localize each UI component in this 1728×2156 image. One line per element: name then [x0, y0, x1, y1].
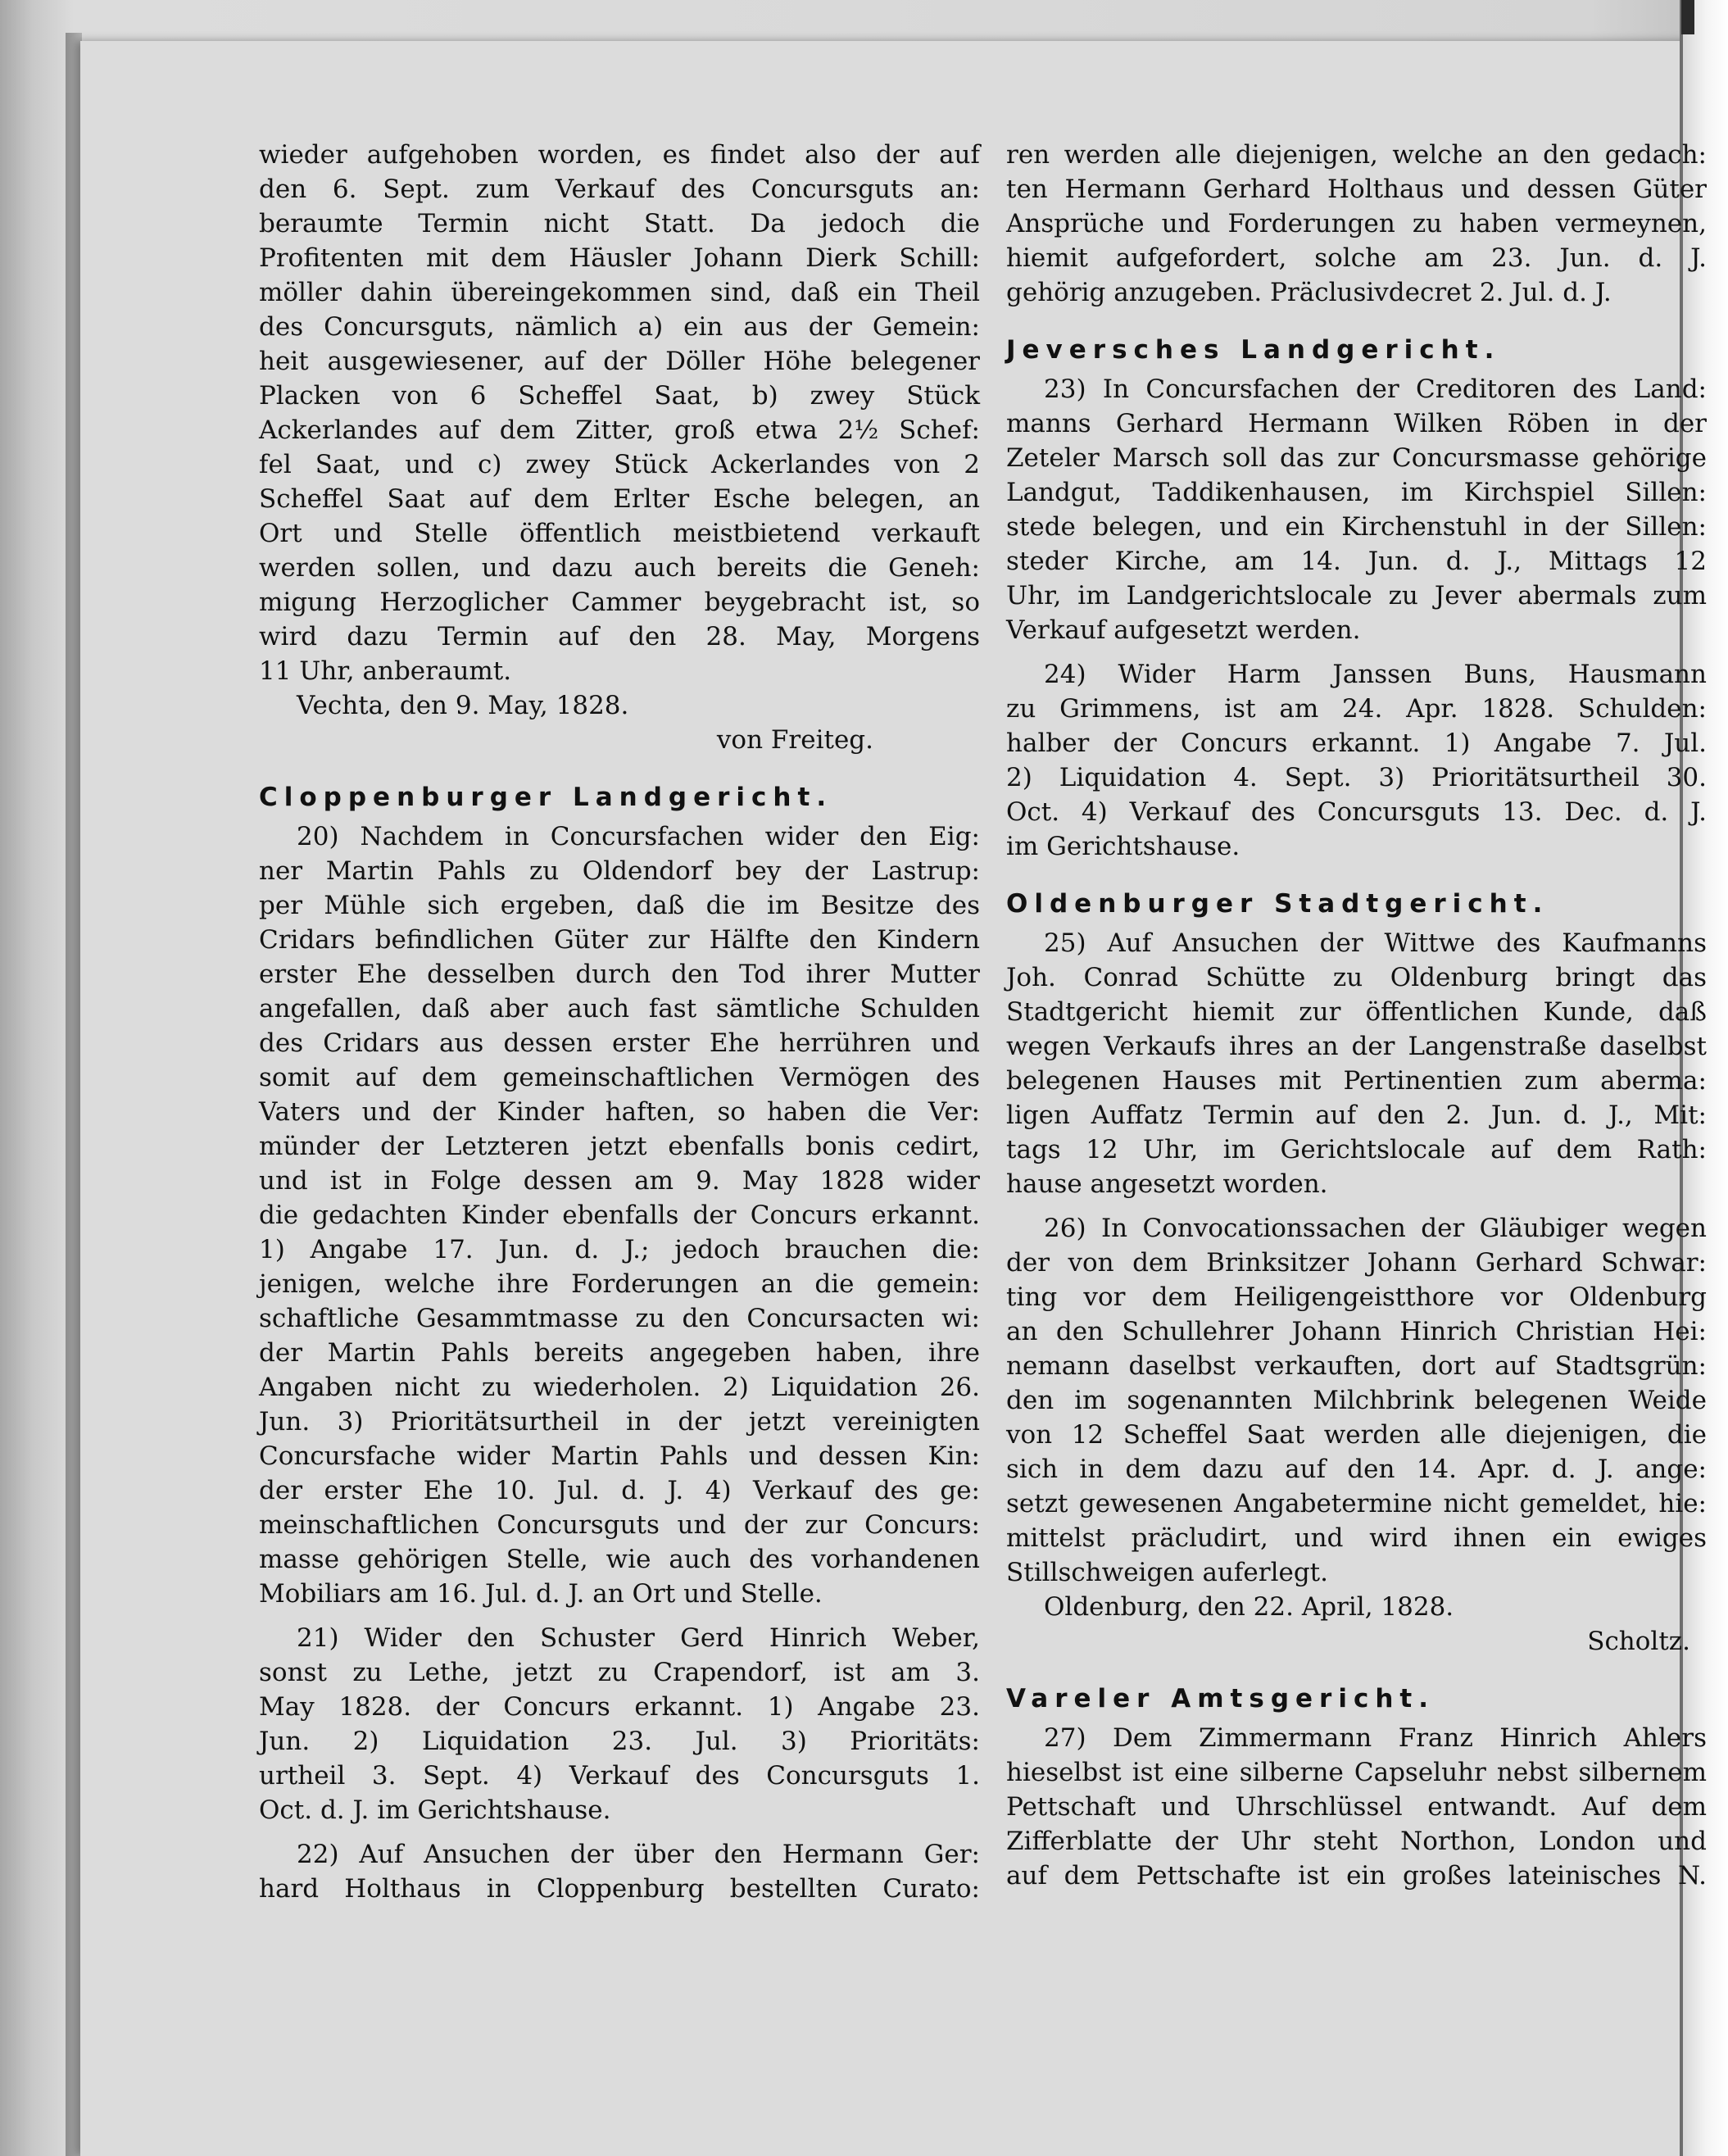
place-date-line: Oldenburg, den 22. April, 1828. — [1044, 1592, 1454, 1622]
right-column — [1006, 138, 1707, 1893]
text-line: Pettschaft und Uhrschlüssel entwandt. Auf dem — [1006, 1792, 1707, 1822]
text-line: mittelst präcludirt, und wird ihnen ein ewiges — [1006, 1523, 1707, 1553]
text-line: Jun. 2) Liquidation 23. Jul. 3) Prioritäts: — [259, 1727, 980, 1756]
text-line: Oct. d. J. im Gerichtshause. — [259, 1795, 611, 1825]
text-line: des Concursguts, nämlich a) ein aus der Gemein: — [259, 312, 980, 342]
place-date-line: Vechta, den 9. May, 1828. — [297, 691, 629, 720]
text-line: wird dazu Termin auf den 28. May, Morgens — [259, 622, 980, 651]
text-line: hard Holthaus in Cloppenburg bestellten Curato: — [259, 1874, 980, 1904]
text-line: per Mühle sich ergeben, daß die im Besitze des — [259, 891, 980, 920]
text-line: der Martin Pahls bereits angegeben haben, ihre — [259, 1338, 980, 1368]
text-line: im Gerichtshause. — [1006, 832, 1240, 861]
signature-line: Scholtz. — [1587, 1627, 1690, 1656]
text-line: Verkauf aufgesetzt werden. — [1006, 615, 1361, 645]
text-line: Joh. Conrad Schütte zu Oldenburg bringt das — [1006, 963, 1707, 992]
text-line: den im sogenannten Milchbrink belegenen Weide — [1006, 1386, 1707, 1415]
text-line: 27) Dem Zimmermann Franz Hinrich Ahlers — [1044, 1723, 1707, 1753]
book-gutter-shadow — [66, 33, 82, 2156]
text-line: werden sollen, und dazu auch bereits die Geneh: — [259, 553, 980, 583]
text-line: ten Hermann Gerhard Holthaus und dessen Güter — [1006, 175, 1707, 204]
text-line: Cridars befindlichen Güter zur Hälfte den Kindern — [259, 925, 980, 955]
text-line: 24) Wider Harm Janssen Buns, Hausmann — [1044, 660, 1707, 689]
text-line: Concursfache wider Martin Pahls und dessen Kin: — [259, 1441, 980, 1471]
text-line: ting vor dem Heiligengeistthore vor Oldenburg — [1006, 1282, 1707, 1312]
text-line: halber der Concurs erkannt. 1) Angabe 7. Jul. — [1006, 729, 1707, 758]
text-line: wieder aufgehoben worden, es findet also der auf — [259, 140, 980, 170]
text-line: münder der Letzteren jetzt ebenfalls bonis cedirt, — [259, 1132, 980, 1161]
text-line: Zifferblatte der Uhr steht Northon, London und — [1006, 1827, 1707, 1856]
text-line: ren werden alle diejenigen, welche an den gedach: — [1006, 140, 1707, 170]
text-line: 23) In Concursfachen der Creditoren des Land: — [1044, 374, 1707, 404]
text-line: meinschaftlichen Concursguts und der zur Concurs: — [259, 1510, 980, 1540]
text-line: 25) Auf Ansuchen der Wittwe des Kaufmanns — [1044, 928, 1707, 958]
text-line: Ansprüche und Forderungen zu haben vermeynen, — [1006, 209, 1707, 238]
text-line: hiemit aufgefordert, solche am 23. Jun. d. J. — [1006, 243, 1707, 273]
text-line: 22) Auf Ansuchen der über den Hermann Ger: — [297, 1840, 980, 1869]
text-line: masse gehörigen Stelle, wie auch des vorhandenen — [259, 1545, 980, 1574]
text-line: Vaters und der Kinder haften, so haben die Ver: — [259, 1097, 980, 1127]
text-line: fel Saat, und c) zwey Stück Ackerlandes von 2 — [259, 450, 980, 479]
left-column — [259, 138, 980, 1906]
text-line: stede belegen, und ein Kirchenstuhl in der Sillen: — [1006, 512, 1707, 542]
corner-mark — [1681, 0, 1694, 34]
text-line: die gedachten Kinder ebenfalls der Concurs erkannt. — [259, 1201, 980, 1230]
signature-line: von Freiteg. — [716, 725, 873, 755]
text-line: ligen Auffatz Termin auf den 2. Jun. d. J., Mit: — [1006, 1101, 1707, 1130]
text-line: auf dem Pettschafte ist ein großes lateinisches N. — [1006, 1861, 1707, 1890]
text-line: 11 Uhr, anberaumt. — [259, 656, 512, 686]
text-line: 21) Wider den Schuster Gerd Hinrich Weber, — [297, 1623, 980, 1653]
text-line: Uhr, im Landgerichtslocale zu Jever abermals zum — [1006, 581, 1707, 610]
text-line: gehörig anzugeben. Präclusivdecret 2. Jul. d. J. — [1006, 278, 1612, 307]
text-line: von 12 Scheffel Saat werden alle diejenigen, die — [1006, 1420, 1707, 1450]
text-line: ner Martin Pahls zu Oldendorf bey der Lastrup: — [259, 856, 980, 886]
text-line: des Cridars aus dessen erster Ehe herrühren und — [259, 1028, 980, 1058]
text-line: erster Ehe desselben durch den Tod ihrer Mutter — [259, 960, 980, 989]
text-line: Zeteler Marsch soll das zur Concursmasse gehörige — [1006, 443, 1707, 473]
text-line: manns Gerhard Hermann Wilken Röben in der — [1006, 409, 1707, 438]
text-line: nemann daselbst verkauften, dort auf Stadtsgrün: — [1006, 1351, 1707, 1381]
text-line: May 1828. der Concurs erkannt. 1) Angabe 23. — [259, 1692, 980, 1722]
text-line: an den Schullehrer Johann Hinrich Christian Hei: — [1006, 1317, 1707, 1346]
text-line: hieselbst ist eine silberne Capseluhr nebst silbernem — [1006, 1758, 1707, 1787]
section-heading: Cloppenburger Landgericht. — [259, 783, 833, 812]
text-line: und ist in Folge dessen am 9. May 1828 wider — [259, 1166, 980, 1196]
text-line: Mobiliars am 16. Jul. d. J. an Ort und Stelle. — [259, 1579, 823, 1609]
text-line: beraumte Termin nicht Statt. Da jedoch die — [259, 209, 980, 238]
text-line: sonst zu Lethe, jetzt zu Crapendorf, ist am 3. — [259, 1658, 980, 1687]
text-line: hause angesetzt worden. — [1006, 1169, 1328, 1199]
text-line: Placken von 6 Scheffel Saat, b) zwey Stück — [259, 381, 980, 411]
text-line: Angaben nicht zu wiederholen. 2) Liquidation 26. — [259, 1373, 980, 1402]
text-line: angefallen, daß aber auch fast sämtliche Schulden — [259, 994, 980, 1024]
text-line: den 6. Sept. zum Verkauf des Concursguts an: — [259, 175, 980, 204]
text-line: Oct. 4) Verkauf des Concursguts 13. Dec. d. J. — [1006, 797, 1707, 827]
text-line: Jun. 3) Prioritätsurtheil in der jetzt vereinigten — [259, 1407, 980, 1437]
text-line: steder Kirche, am 14. Jun. d. J., Mittags 12 — [1006, 547, 1707, 576]
text-line: 20) Nachdem in Concursfachen wider den Eig: — [297, 822, 980, 851]
text-line: zu Grimmens, ist am 24. Apr. 1828. Schulden: — [1006, 694, 1707, 724]
text-line: tags 12 Uhr, im Gerichtslocale auf dem Rath: — [1006, 1135, 1707, 1164]
text-line: schaftliche Gesammtmasse zu den Concursacten wi: — [259, 1304, 980, 1333]
text-line: jenigen, welche ihre Forderungen an die gemein: — [259, 1269, 980, 1299]
text-line: belegenen Hauses mit Pertinentien zum aberma: — [1006, 1066, 1707, 1096]
text-line: 2) Liquidation 4. Sept. 3) Prioritätsurtheil 30. — [1006, 763, 1707, 792]
text-line: somit auf dem gemeinschaftlichen Vermögen des — [259, 1063, 980, 1092]
text-line: migung Herzoglicher Cammer beygebracht ist, so — [259, 588, 980, 617]
text-line: Ort und Stelle öffentlich meistbietend verkauft — [259, 519, 980, 548]
text-line: Ackerlandes auf dem Zitter, groß etwa 2½ Schef: — [259, 415, 980, 445]
section-heading: Jeversches Landgericht. — [1006, 335, 1501, 365]
section-heading: Vareler Amtsgericht. — [1006, 1684, 1435, 1713]
text-line: der von dem Brinksitzer Johann Gerhard Schwar: — [1006, 1248, 1707, 1278]
text-line: Stadtgericht hiemit zur öffentlichen Kunde, daß — [1006, 997, 1707, 1027]
text-line: Scheffel Saat auf dem Erlter Esche belegen, an — [259, 484, 980, 514]
text-line: urtheil 3. Sept. 4) Verkauf des Concursguts 1. — [259, 1761, 980, 1791]
text-line: 26) In Convocationssachen der Gläubiger wegen — [1044, 1214, 1707, 1243]
text-line: Profitenten mit dem Häusler Johann Dierk Schill: — [259, 243, 980, 273]
text-line: möller dahin übereingekommen sind, daß ein Theil — [259, 278, 980, 307]
text-line: heit ausgewiesener, auf der Döller Höhe belegener — [259, 347, 980, 376]
text-line: 1) Angabe 17. Jun. d. J.; jedoch brauchen die: — [259, 1235, 980, 1264]
text-line: der erster Ehe 10. Jul. d. J. 4) Verkauf des ge: — [259, 1476, 980, 1505]
section-heading: Oldenburger Stadtgericht. — [1006, 889, 1549, 919]
text-line: Landgut, Taddikenhausen, im Kirchspiel Sillen: — [1006, 478, 1707, 507]
text-line: sich in dem dazu auf den 14. Apr. d. J. ange: — [1006, 1455, 1707, 1484]
text-line: setzt gewesenen Angabetermine nicht gemeldet, hie: — [1006, 1489, 1707, 1518]
text-line: wegen Verkaufs ihres an der Langenstraße daselbst — [1006, 1032, 1707, 1061]
text-line: Stillschweigen auferlegt. — [1006, 1558, 1328, 1587]
